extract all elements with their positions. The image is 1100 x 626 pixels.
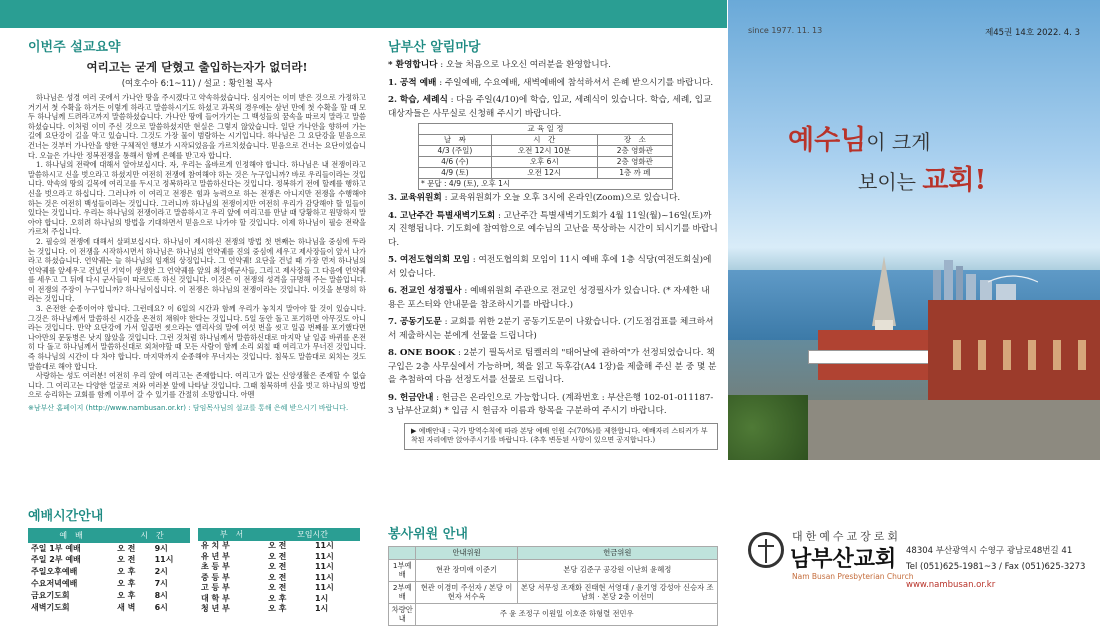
notices-column xyxy=(388,36,718,450)
worship-header: 부 서 xyxy=(198,528,265,541)
church-window xyxy=(953,340,961,370)
worship-row: 주일오후예배 오 후 2시 xyxy=(31,567,168,577)
sermon-column xyxy=(28,36,366,413)
church-website-link[interactable]: www.nambusan.or.kr xyxy=(906,580,996,590)
since-date: since 1977. 11. 13 xyxy=(748,26,823,35)
worship-header: 시 간 xyxy=(114,528,190,543)
department-row: 대 학 부 오 후 1시 xyxy=(201,593,329,603)
department-row: 유 년 부 오 전 11시 xyxy=(201,551,334,561)
notice-item: 6. 전교인 성경필사 : 예배위원회 주관으로 전교인 성경필사가 있습니다. (* 자세한 내용은 포스터와 안내문을 참조하시기를 바랍니다.) xyxy=(388,286,710,310)
worship-row: 주일 2부 예배 오 전 11시 xyxy=(31,555,174,565)
department-row: 초 등 부 오 전 11시 xyxy=(201,562,334,571)
volunteer-row: 차량안내 주 윤 조정구 이원일 이호준 하형렬 전민우 xyxy=(389,603,718,625)
church-window xyxy=(978,340,986,370)
worship-section xyxy=(28,505,366,615)
worship-header: 모임시간 xyxy=(265,528,360,541)
church-name: 남부산교회 xyxy=(790,546,897,572)
welcome-notice: * 환영합니다 : 오늘 처음으로 나오신 여러분을 환영합니다. xyxy=(388,60,611,70)
schedule-row: 4/9 (토) 오전 12시 1층 까 페 xyxy=(419,168,673,179)
sermon-reference: (여호수아 6:1~11) / 설교 : 황인철 목사 xyxy=(121,79,273,89)
notice-item: 8. ONE BOOK : 2분기 필독서로 팀켈러의 "태어날에 관하여"가 선정되었습니다. 책 구입은 2층 사무실에서 가능하며, 책을 읽고 독후감(A4 1장)을 제출해 주신 분 중 몇 분을 추첨하여 다음 선정도서를 선물로 드립니다. xyxy=(388,348,717,385)
top-banner-bar xyxy=(0,0,727,28)
schedule-caption: 교 육 일 정 xyxy=(419,124,673,135)
worship-row: 새벽기도회 새 벽 6시 xyxy=(31,603,168,613)
notices-heading: 남부산 알림마당 xyxy=(388,40,481,55)
sermon-web-note: ※남부산 홈페이지 (http://www.nambusan.or.kr) : 담임목사님의 설교를 통해 은혜 받으시기 바랍니다. xyxy=(28,404,349,412)
notice-item: 9. 헌금안내 : 헌금은 온라인으로 가능합니다. (계좌번호 : 부산은행 102-01-011187-3 남부산교회) * 입금 시 헌금자 이름과 항목을 구분하여 주시기 바랍니다. xyxy=(388,392,714,416)
volunteers-heading: 봉사위원 안내 xyxy=(388,527,468,542)
worship-heading: 예배시간안내 xyxy=(28,509,104,524)
city-skyline xyxy=(928,260,1038,300)
schedule-row: 4/6 (수) 오후 6시 2층 영화관 xyxy=(419,157,673,168)
sermon-paragraph: 3. 온전한 순종이어야 합니다. 그런데요? 이 6일의 시간과 함께 우리가 놓치지 말아야 할 것이 있습니다. 그것은 하나님께서 말씀하신 시간을 온전히 채워야 한다는 것입니다. 5일 동안 돌고 포기하면 아무것도 아니라는 것입니다. 만약 요단강에 가서 일곱번 씻으라는 엘리사의 말에 여섯 번을 씻고 일곱 번째를 포기했다면 나아만의 문둥병은 낫지 않았을 것입니다. 그런 것처럼 하나님께서 말씀하신대로 마지막 날 일곱 바퀴를 온전히 다 돌고 하나님께서 말씀하신대로 외쳐야할 때 모든 사람이 함께 소리 외칠 때 여리고가 무너진 것입니다. 즉 하나님의 시간이 다 차야 합니다. 마지막까지 순종해야 무너지는 것입니다. 침묵도 말씀대로 외치는 것도 말씀대로 해야 합니다. xyxy=(28,304,366,371)
church-window xyxy=(1078,340,1086,370)
notice-item: 2. 학습, 세례식 : 다음 주일(4/10)에 학습, 입교, 세례식이 있습니다. 학습, 세례, 입교대상자들은 사무실로 신청해 주시기 바랍니다. xyxy=(388,95,712,119)
church-phone: Tel (051)625-1981~3 / Fax (051)625-3273 xyxy=(906,562,1086,572)
education-schedule-table: 교 육 일 정 날 짜 시 간 장 소 4/3 (주일) 오전 12시 10분 2층 영화관 4/6 (수) 오후 6시 2층 영화관 4/9 (토) 오전 12시 1층 까 페 * 문답 : 4/9 (토), 오후 1시 xyxy=(418,123,673,190)
church-window xyxy=(1003,340,1011,370)
sermon-paragraph: 1. 하나님의 전략에 대해서 알아보십시다. 자, 우리는 올바르게 인정해야 합니다. 하나님은 내 전쟁이라고 말씀하시고 신을 벗으라고 하셨지만 여전히 전쟁에 참여해야 하는 것은 누구입니까? 바로 우리들이라는 것입니다. 약속의 땅의 길목에 여리고를 두시고 정복하라고 말씀하신다는 것입니다. 정복하기 전에 할례를 행하고 신을 벗으라고 하십니다. 그러나까 이 여리고 전쟁은 힘과 능력으로 하는 전쟁은 아니지만 전쟁을 수행해야 하는 것은 여전히 백성들이라는 것입니다. 그러니까 하나님의 전쟁이지만 여전히 우리가 감당해야 할 일들이 있다는 것입니다. 우리는 하나님의 전쟁이라고 말씀하시고 우리 앞에 여리고를 만날 때 당황하고 원망하지 말아야 합니다. 오히려 하나님의 방법을 기대하면서 믿음으로 나가야 할 것입니다. 이제 하나님이 필승 전략을 가르쳐 주십니다. xyxy=(28,160,366,237)
sermon-paragraph: 사랑하는 성도 여러분! 여전히 우리 앞에 여리고는 존재합니다. 여리고가 없는 신앙생활은 존재할 수 없습니다. 그 여리고는 다양한 얼굴로 저와 여러분 앞에 나타날 것입니다. 그때 침묵하며 신을 벗고 하나님의 방법으로 승리하는 교회를 함께 이루어 갈 수 있기를 간절히 소망합니다. 아멘 xyxy=(28,371,366,400)
worship-row: 수요저녁예배 오 후 7시 xyxy=(31,579,168,589)
volunteers-table: 안내위원 헌금위원 1부예배 현관 장미애 이준기 본당 김준구 공강원 이난희 윤혜정 2부예배 현관 이경미 주선자 / 본당 이현자 서수옥 본당 서무성 조재화 진태현 서영대 / 윤기영 강성아 신승자 조남희 · 본당 2층 이선미 차량안내 주 윤 조정구 이원일 이호준 하형렬 전민우 xyxy=(388,546,718,626)
volunteer-row: 1부예배 현관 장미애 이준기 본당 김준구 공강원 이난희 윤혜정 xyxy=(389,559,718,581)
notice-item: 1. 공적 예배 : 주일예배, 수요예배, 새벽예배에 참석하셔서 은혜 받으시기를 바랍니다. xyxy=(388,77,714,88)
denomination: 대한예수교장로회 xyxy=(792,530,902,543)
sermon-title: 여리고는 굳게 닫혔고 출입하는자가 없더라! xyxy=(86,60,308,74)
sermon-paragraph: 하나님은 성경 여러 곳에서 가나안 땅을 주시겠다고 약속하셨습니다. 심지어는 이미 받은 것으로 가정하고 거기서 첫 수확을 하거든 이렇게 하라고 말씀하시기도 하셨고 과목의 경우에는 삼년 만에 첫 수확을 할 때 모두 하나님께 드려라고까지 말씀하셨습니다. 가나안 땅에 들어가기는 그 백성들의 꿈속을 따르지 말라고 말씀하셨습니다. 이처럼 이미 주신 것으로 말씀하셨지만 현실은 그렇지 않았습니다. 일단 가나안을 향하여 가는 길에 요단강이 길을 막고 있습니다. 그것도 가장 물이 범람하는 시기입니다. 하나님은 그 요단강을 믿음으로 건너는 것부터 가나안을 향한 구체적인 행보가 시작되었음을 가르치셨습니다. 믿음으로 건너는 요단이었습니다. 오늘은 가나안 정복전쟁을 통해서 함께 은혜를 받고자 합니다. xyxy=(28,93,366,160)
worship-notice-box: ▶ 예배안내 : 국가 방역수칙에 따라 본당 예배 인원 수(70%)를 제한합니다. 예배자리 스티커가 부착된 자리에만 앉아주시기를 바랍니다. (추후 변동된 사항이 있으면 공지합니다.) xyxy=(404,423,718,450)
slogan-line-2: 보이는 교회! xyxy=(858,165,987,196)
church-address: 48304 부산광역시 수영구 광남로48번길 41 xyxy=(906,546,1073,556)
church-logo-icon xyxy=(748,532,784,568)
worship-row: 금요기도회 오 후 8시 xyxy=(31,591,168,601)
department-row: 중 등 부 오 전 11시 xyxy=(201,572,334,582)
schedule-row: 4/3 (주일) 오전 12시 10분 2층 영화관 xyxy=(419,146,673,157)
volunteers-section xyxy=(388,523,718,626)
cover-panel xyxy=(728,0,1100,626)
slogan-line-1: 예수님이 크게 xyxy=(788,125,931,156)
department-row: 청 년 부 오 후 1시 xyxy=(201,604,329,613)
church-sign xyxy=(808,350,930,364)
department-row: 고 등 부 오 전 11시 xyxy=(201,583,334,592)
notice-item: 5. 여전도협의회 모임 : 여전도협의회 모임이 11시 예배 후에 1층 식당(여전도회실)에서 있습니다. xyxy=(388,255,712,279)
sermon-heading: 이번주 설교요약 xyxy=(28,40,121,55)
church-window xyxy=(1028,340,1036,370)
notice-item: 7. 공동기도문 : 교회를 위한 2분기 공동기도문이 나왔습니다. (기도점검표를 체크하셔서 제출하시는 분에게 선물을 드립니다) xyxy=(388,317,714,341)
issue-info: 제45권 14호 2022. 4. 3 xyxy=(985,28,1080,38)
notice-item: 4. 고난주간 특별새벽기도회 : 고난주간 특별새벽기도회가 4월 11일(월)~16일(토)까지 진행됩니다. 기도회에 참여함으로 예수님의 고난을 묵상하는 시간이 되시기를 바랍니다. xyxy=(388,210,718,248)
sermon-paragraph: 2. 필승의 전쟁에 대해서 살펴보십시다. 하나님이 제시하신 전쟁의 방법 첫 번째는 하나님을 중심에 두라는 것입니다. 이 전쟁을 시작하시면서 하나님은 하나님의 언약궤를 진의 중심에 세우고 제사장들이 앞서 나가라고 하셨습니다. 언약궤는 늘 하나님의 임재의 상징입니다. 그 언약궤! 요단을 건널 때 가장 먼저 하나님의 언약궤를 앞세우고 건넜던 기억이 생생한 그 언약궤를 앞의 최정예군사들, 그리고 제사장들 그 다음에 언약궤를 세우고 그 뒤에 다시 군사들이 따르도록 하신 것입니다. 이것은 이 전쟁의 성격을 규명해 주는 말씀입니다. 이 전쟁의 주장이 누구입니까? 하나님이십니다. 이 전쟁은 하나님의 전쟁이라는 것입니다. 이것을 분명히 하라는 것입니다. xyxy=(28,236,366,304)
church-english-name: Nam Busan Presbyterian Church xyxy=(792,572,914,581)
notice-item: 3. 교육위원회 : 교육위원회가 오늘 오후 3시에 온라인(Zoom)으로 있습니다. xyxy=(388,193,681,203)
trees xyxy=(728,395,808,460)
church-window xyxy=(1053,340,1061,370)
schedule-note: * 문답 : 4/9 (토), 오후 1시 xyxy=(419,179,673,190)
department-row: 유 치 부 오 전 11시 xyxy=(201,541,334,550)
department-table xyxy=(198,528,360,615)
worship-table xyxy=(28,528,190,615)
worship-row: 주일 1부 예배 오 전 9시 xyxy=(31,543,168,553)
church-spire xyxy=(872,256,896,326)
worship-header: 예 배 xyxy=(28,528,114,543)
volunteer-row: 2부예배 현관 이경미 주선자 / 본당 이현자 서수옥 본당 서무성 조재화 진태현 서영대 / 윤기영 강성아 신승자 조남희 · 본당 2층 이선미 xyxy=(389,581,718,603)
